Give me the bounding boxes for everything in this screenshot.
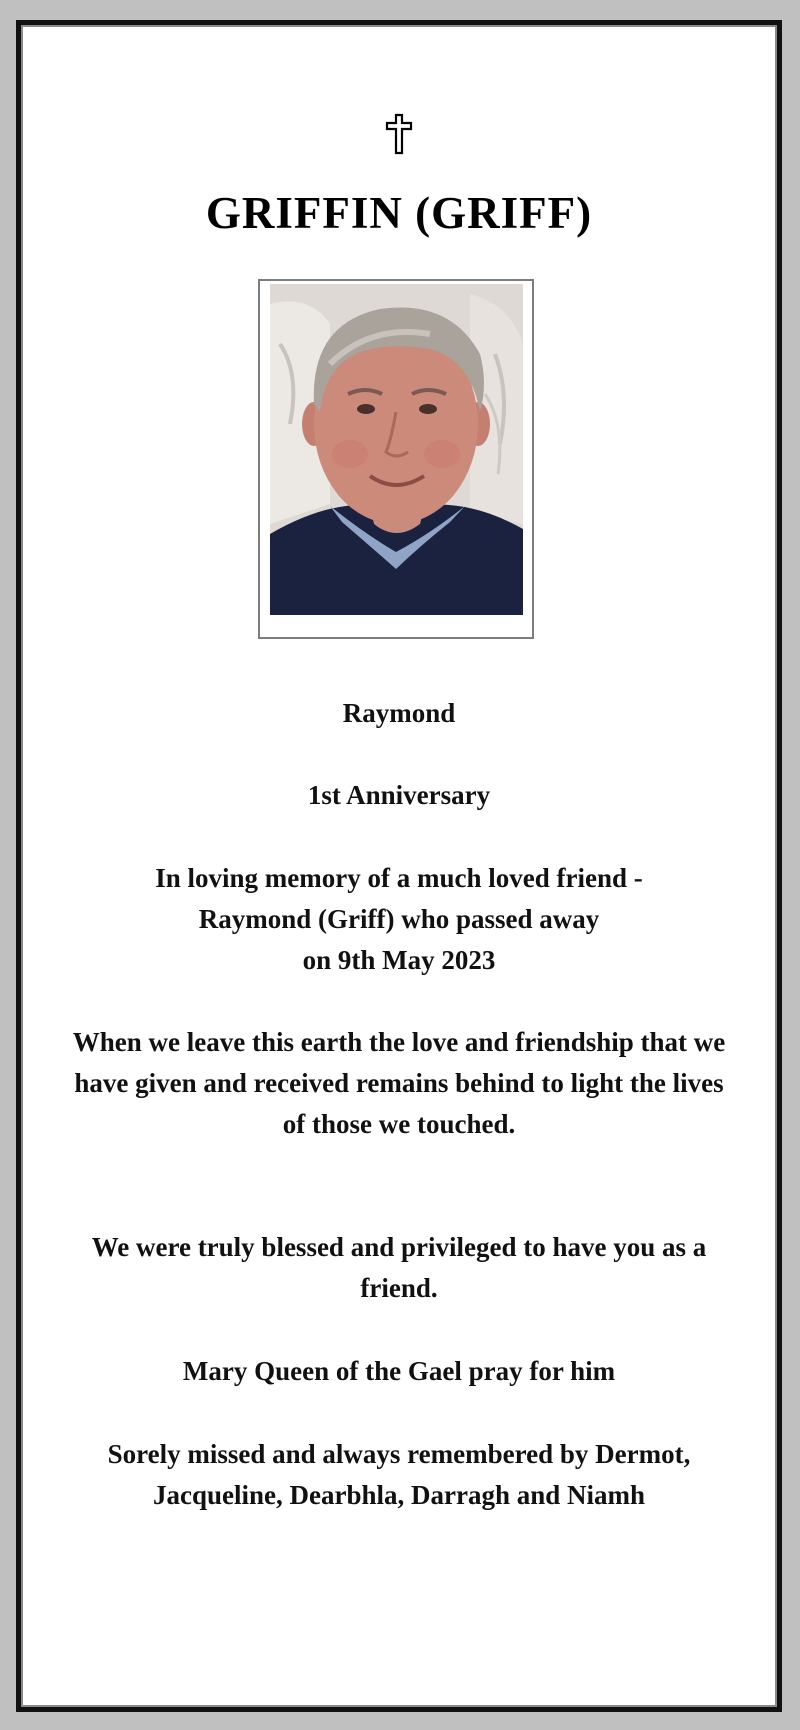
anniversary-label: 1st Anniversary (307, 780, 491, 810)
portrait-frame (258, 279, 534, 639)
memory-line: Raymond (Griff) who passed away (198, 904, 600, 934)
memory-line: on 9th May 2023 (302, 945, 496, 975)
surname-heading: GRIFFIN (GRIFF) (205, 188, 593, 238)
memorial-card (16, 20, 782, 1712)
memory-paragraph (71, 858, 727, 981)
memory-line: In loving memory of a much loved friend - (155, 863, 643, 893)
portrait-photo (270, 284, 523, 615)
prayer-line: Mary Queen of the Gael pray for him (182, 1356, 616, 1386)
family-paragraph: Sorely missed and always remembered by Dermot, Jacqueline, Dearbhla, Darragh and Niamh (107, 1439, 691, 1510)
poem-paragraph: When we leave this earth the love and friendship that we have given and received remains behind to light the lives of those we touched. (72, 1027, 726, 1139)
first-name: Raymond (342, 698, 456, 728)
blessed-paragraph: We were truly blessed and privileged to have you as a friend. (91, 1232, 707, 1303)
cross-icon (21, 113, 777, 166)
